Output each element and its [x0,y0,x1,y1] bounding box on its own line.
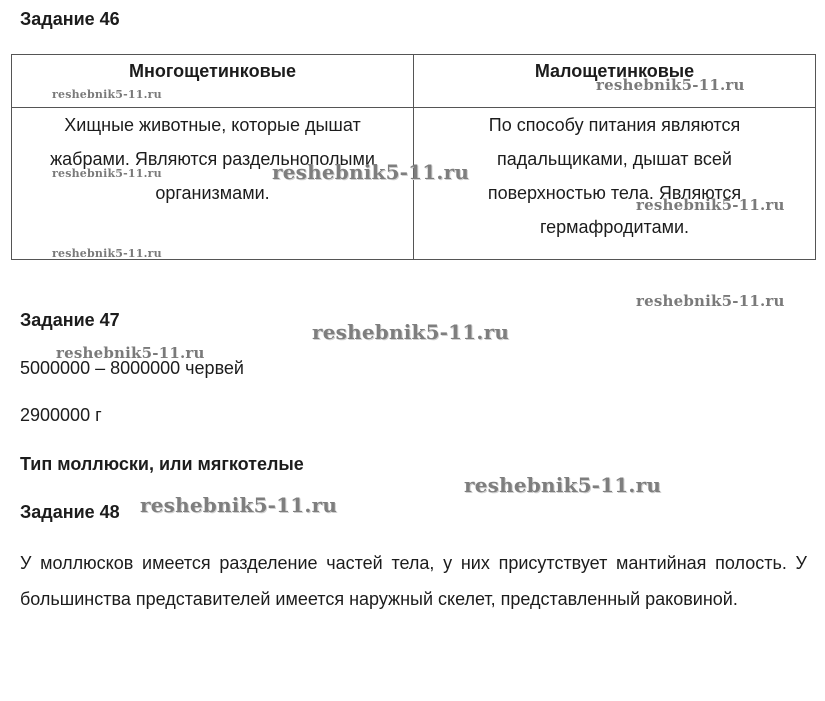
header-polychaetes: Многощетинковые [12,55,414,108]
watermark: reshebnik5-11.ru [464,473,662,497]
watermark: reshebnik5-11.ru [140,493,338,517]
watermark: reshebnik5-11.ru [56,344,205,362]
watermark: reshebnik5-11.ru [52,88,162,101]
phylum-heading: Тип моллюски, или мягкотелые [20,454,304,474]
watermark: reshebnik5-11.ru [312,320,510,344]
cell-polychaetes-description: Хищные животные, которые дышат жабрами. Являются раздельнополыми организмами. [12,108,414,260]
worm-count-line: 5000000 – 8000000 червей [20,358,244,378]
mass-line: 2900000 г [20,405,102,425]
header-oligochaetes: Малощетинковые [414,55,816,108]
watermark: reshebnik5-11.ru [52,167,162,180]
task-48-answer: У моллюсков имеется разделение частей тела, у них присутствует мантийная полость. У большинства представителей имеется наружный скелет, представленный раковиной. [20,553,807,609]
watermark: reshebnik5-11.ru [272,160,470,184]
cell-oligochaetes-description: По способу питания являются падальщиками, дышат всей поверхностью тела. Являются гермафродитами. [414,108,816,260]
watermark: reshebnik5-11.ru [636,292,785,310]
watermark: reshebnik5-11.ru [52,247,162,260]
task-47-heading: Задание 47 [20,310,120,330]
task-48-heading: Задание 48 [20,502,120,522]
watermark: reshebnik5-11.ru [636,196,785,214]
task-46-heading: Задание 46 [20,9,120,29]
watermark: reshebnik5-11.ru [596,76,745,94]
